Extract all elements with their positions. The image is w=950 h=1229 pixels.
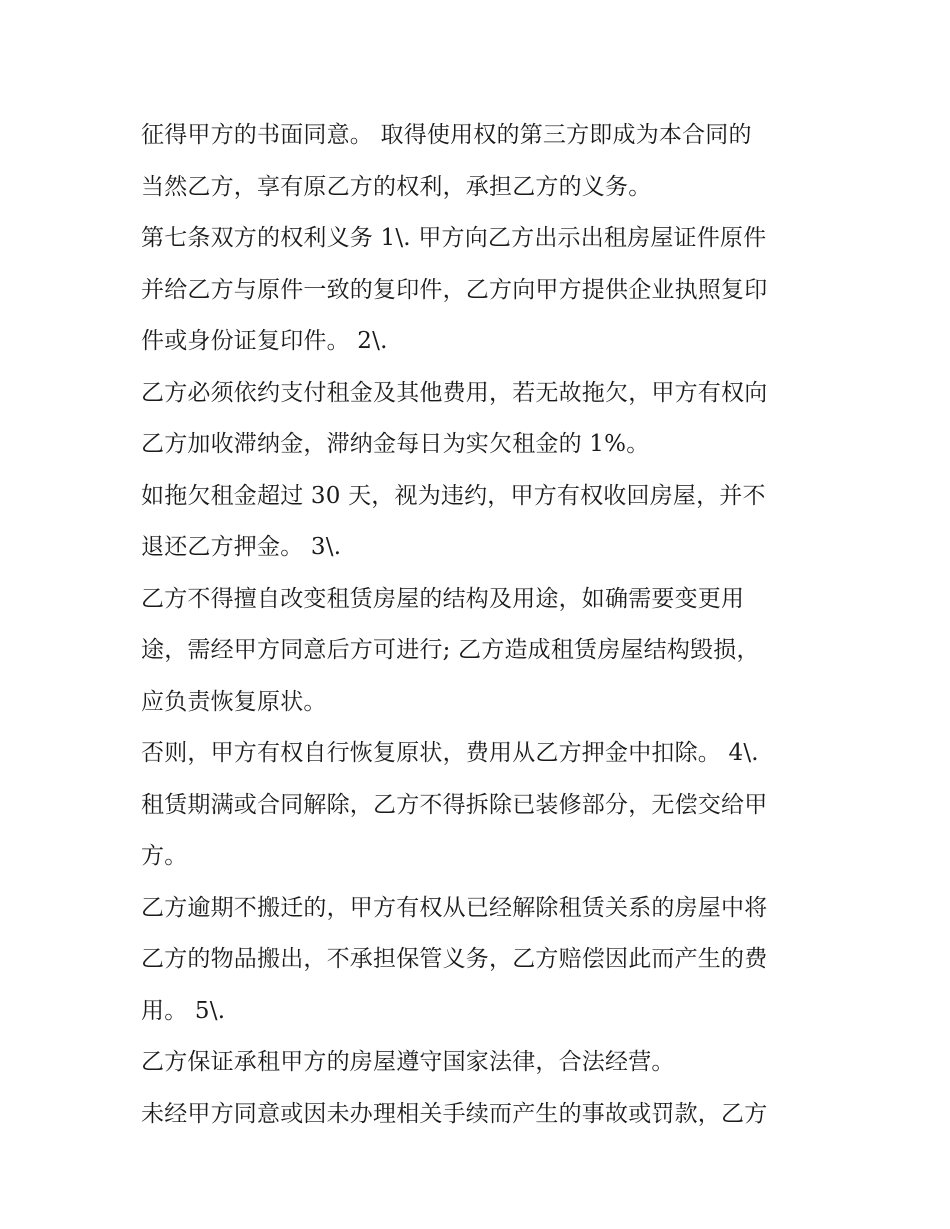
text-line: 当然乙方，享有原乙方的权利，承担乙方的义务。 (141, 173, 652, 200)
text-line: 乙方逾期不搬迁的，甲方有权从已经解除租赁关系的房屋中将 (141, 894, 768, 921)
text-line: 租赁期满或合同解除，乙方不得拆除已装修部分，无偿交给甲 (141, 791, 768, 818)
text-line: 途，需经甲方同意后方可进行; 乙方造成租赁房屋结构毁损， (141, 637, 760, 663)
text-line: 未经甲方同意或因未办理相关手续而产生的事故或罚款，乙方 (141, 1100, 768, 1127)
text-line: 乙方的物品搬出，不承担保管义务，乙方赔偿因此而产生的费 (141, 946, 768, 972)
document-body (141, 110, 821, 1140)
text-line: 乙方必须依约支付租金及其他费用，若无故拖欠，甲方有权向 (141, 379, 768, 406)
text-line: 件或身份证复印件。 2\. (141, 328, 388, 354)
text-line: 应负责恢复原状。 (141, 688, 327, 715)
text-line: 并给乙方与原件一致的复印件，乙方向甲方提供企业执照复印 (141, 276, 768, 303)
text-line: 乙方保证承租甲方的房屋遵守国家法律，合法经营。 (141, 1049, 675, 1075)
text-line: 如拖欠租金超过 30 天，视为违约，甲方有权收回房屋，并不 (141, 482, 766, 509)
text-line: 第七条双方的权利义务 1\. 甲方向乙方出示出租房屋证件原件 (141, 225, 767, 251)
text-line: 征得甲方的书面同意。 取得使用权的第三方即成为本合同的 (141, 122, 752, 148)
text-line: 用。 5\. (141, 997, 226, 1024)
text-line: 退还乙方押金。 3\. (141, 534, 342, 560)
text-line: 乙方不得擅自改变租赁房屋的结构及用途，如确需要变更用 (141, 585, 745, 612)
text-line: 方。 (141, 843, 188, 869)
text-line: 乙方加收滞纳金，滞纳金每日为实欠租金的 1%。 (141, 431, 650, 457)
text-line: 否则，甲方有权自行恢复原状，费用从乙方押金中扣除。 4\. (141, 740, 759, 766)
